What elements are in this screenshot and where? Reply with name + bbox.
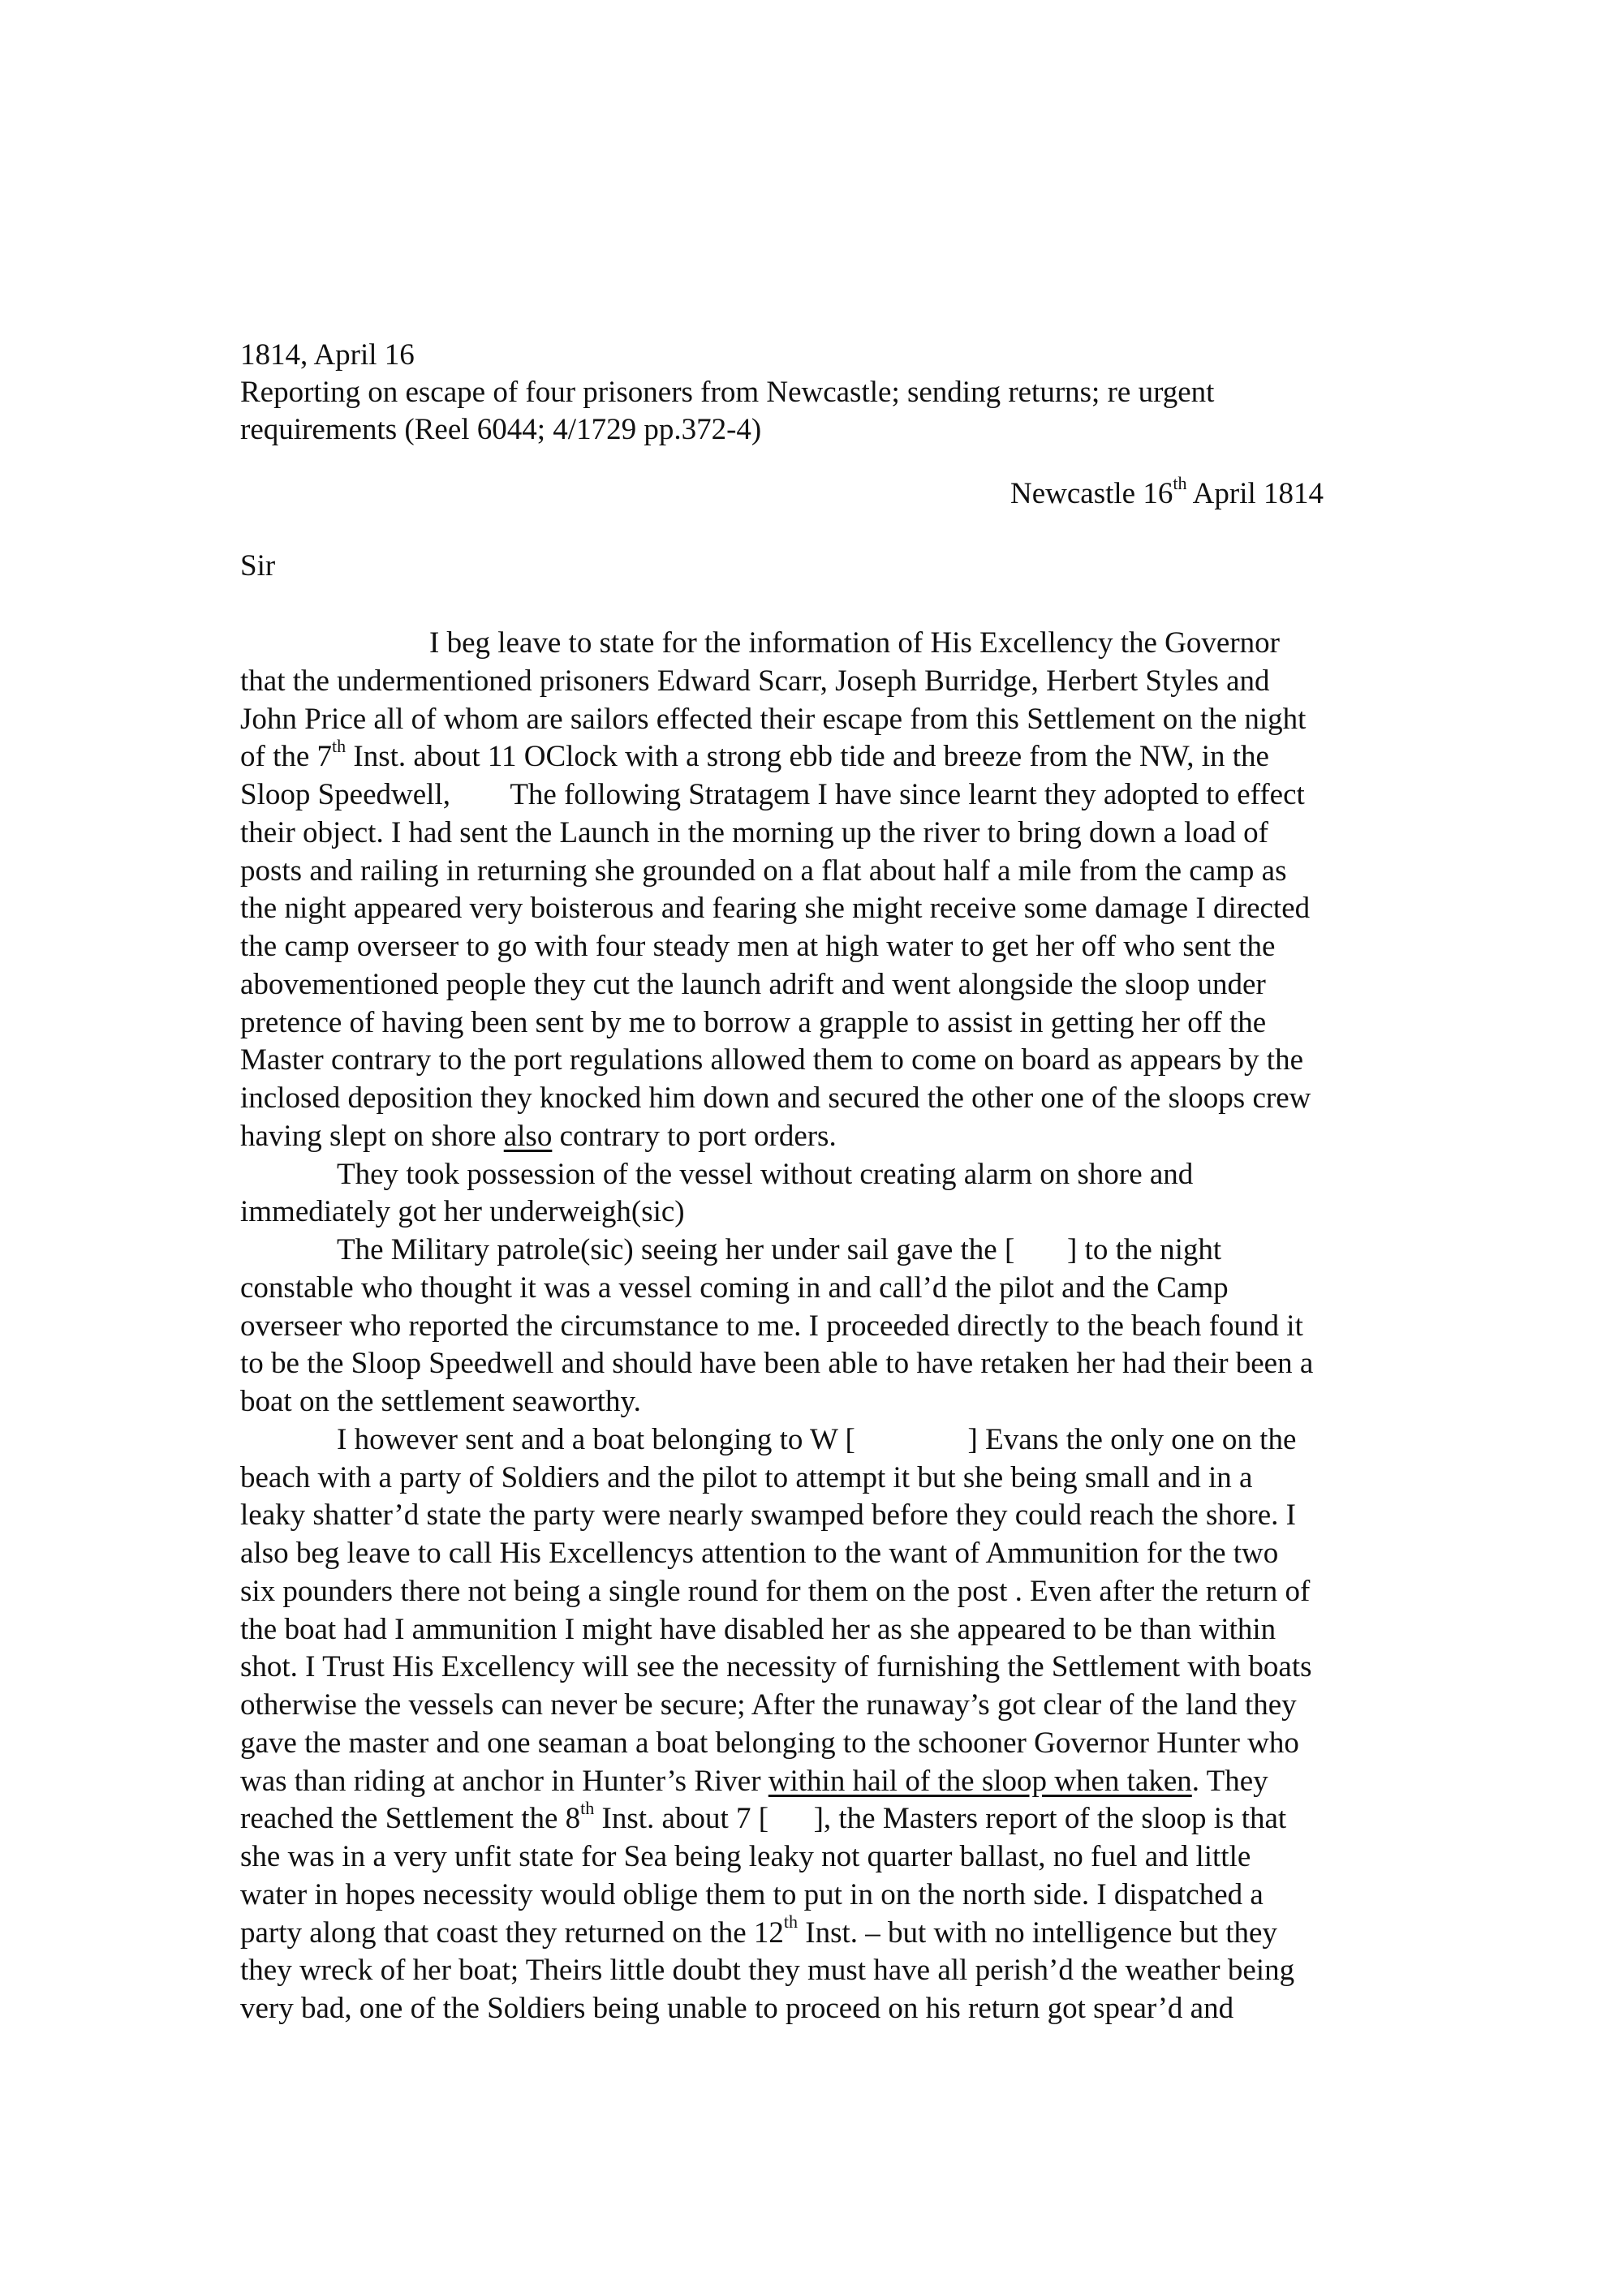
body-text-line: of the 7th Inst. about 11 OClock with a strong ebb tide and breeze from the NW, in the (240, 735, 1269, 774)
body-text-line: the boat had I ammunition I might have disabled her as she appeared to be than within (240, 1612, 1276, 1646)
body-text-line: six pounders there not being a single round for them on the post . Even after the return of (240, 1574, 1311, 1608)
body-text-line: Master contrary to the port regulations allowed them to come on board as appears by the (240, 1043, 1304, 1077)
body-text-line: inclosed deposition they knocked him down and secured the other one of the sloops crew (240, 1081, 1311, 1115)
ordinal-superscript: th (580, 1797, 595, 1818)
body-text-line: beach with a party of Soldiers and the pilot to attempt it but she being small and in a (240, 1460, 1253, 1494)
ordinal-superscript: th (1173, 472, 1187, 493)
body-text-line: also beg leave to call His Excellencys attention to the want of Ammunition for the two (240, 1537, 1279, 1570)
ordinal-superscript: th (783, 1911, 799, 1933)
body-text-line: their object. I had sent the Launch in the morning up the river to bring down a load of (240, 815, 1268, 849)
body-text-line: the camp overseer to go with four steady men at high water to get her off who sent the (240, 930, 1276, 963)
body-text-line: constable who thought it was a vessel coming in and call’d the pilot and the Camp (240, 1271, 1229, 1305)
salutation: Sir (240, 549, 276, 583)
body-text-line: boat on the settlement seaworthy. (240, 1385, 641, 1418)
body-text-line: reached the Settlement the 8th Inst. about 7 [ ], the Masters report of the sloop is that (240, 1797, 1287, 1836)
body-text-line: party along that coast they returned on the 12th Inst. – but with no intelligence but they (240, 1911, 1277, 1950)
body-text-line: abovementioned people they cut the launch adrift and went alongside the sloop under (240, 967, 1266, 1001)
body-text-line: very bad, one of the Soldiers being unable to proceed on his return got spear’d and (240, 1992, 1234, 2025)
body-text-line: that the undermentioned prisoners Edward Scarr, Joseph Burridge, Herbert Styles and (240, 664, 1270, 698)
body-text-line: immediately got her underweigh(sic) (240, 1195, 685, 1229)
letter-place-date: Newcastle 16th April 1814 (1010, 472, 1324, 510)
ordinal-superscript: th (332, 735, 347, 756)
underlined-text: also (503, 1119, 553, 1153)
body-text-line: posts and railing in returning she grounded on a flat about half a mile from the camp as (240, 853, 1287, 888)
body-text-line: she was in a very unfit state for Sea being leaky not quarter ballast, no fuel and little (240, 1840, 1251, 1873)
body-text-line: shot. I Trust His Excellency will see the necessity of furnishing the Settlement with boats (240, 1650, 1312, 1684)
body-text-line: to be the Sloop Speedwell and should have been able to have retaken her had their been a (240, 1347, 1314, 1381)
body-text-line: John Price all of whom are sailors effected their escape from this Settlement on the night (240, 702, 1307, 736)
body-text-line: pretence of having been sent by me to borrow a grapple to assist in getting her off the (240, 1005, 1267, 1039)
body-text-line: the night appeared very boisterous and fearing she might receive some damage I directed (240, 892, 1311, 926)
body-text-line: They took possession of the vessel without creating alarm on shore and (337, 1157, 1194, 1191)
body-text-line: water in hopes necessity would oblige them to put in on the north side. I dispatched a (240, 1877, 1264, 1911)
body-text-line: Sloop Speedwell, The following Stratagem I have since learnt they adopted to effect (240, 778, 1305, 811)
body-text-line: gave the master and one seaman a boat belonging to the schooner Governor Hunter who (240, 1726, 1299, 1760)
document-summary-line: requirements (Reel 6044; 4/1729 pp.372-4) (240, 413, 762, 446)
body-text-line: I however sent and a boat belonging to W [ ] Evans the only one on the (337, 1422, 1297, 1456)
body-text-line: having slept on shore also contrary to port orders. (240, 1119, 837, 1153)
body-text-line: overseer who reported the circumstance to me. I proceeded directly to the beach found it (240, 1309, 1303, 1343)
body-text-line: they wreck of her boat; Theirs little doubt they must have all perish’d the weather being (240, 1954, 1295, 1988)
letter-body (240, 625, 1313, 2028)
document-summary-line: Reporting on escape of four prisoners from Newcastle; sending returns; re urgent (240, 376, 1215, 409)
body-text-line: I beg leave to state for the information of His Excellency the Governor (429, 626, 1280, 660)
body-text-line: was than riding at anchor in Hunter’s River within hail of the sloop when taken. They (240, 1764, 1268, 1798)
document-date: 1814, April 16 (240, 338, 415, 372)
body-text-line: leaky shatter’d state the party were nearly swamped before they could reach the shore. I (240, 1498, 1296, 1533)
body-text-line: otherwise the vessels can never be secure; After the runaway’s got clear of the land they (240, 1688, 1297, 1722)
body-text-line: The Military patrole(sic) seeing her under sail gave the [ ] to the night (337, 1233, 1222, 1266)
underlined-text: within hail of the sloop when taken (768, 1764, 1192, 1798)
